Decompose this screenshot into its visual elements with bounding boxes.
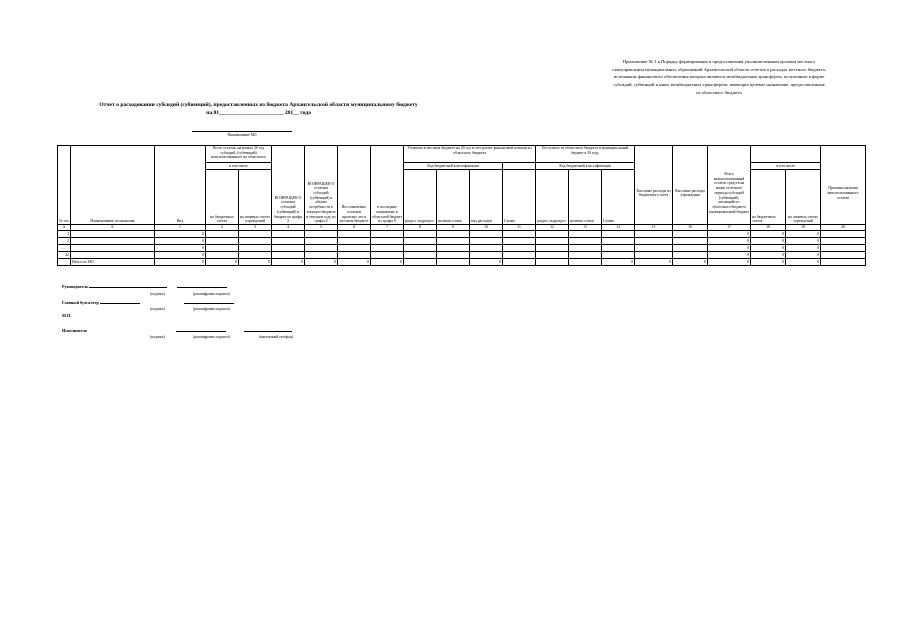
total-label: Итого по МО [71,259,155,266]
row-number: …… [58,245,71,252]
appendix-line: Приложение № 1 к Порядку формирования и предоставления уполномоченным органом местного [622,59,816,64]
colnum: 16 [673,225,708,231]
colnum: 7 [371,225,404,231]
table-row [58,252,866,259]
header-including: в том числе [206,163,272,170]
header-num: № п/п [58,146,71,225]
row-number: 2 [58,238,71,245]
colnum: 19 [786,225,821,231]
total-cell: 0 [239,259,272,266]
total-cell: 0 [206,259,239,266]
header-col7: в последние направлено в областной бюджет из графы 6 [371,163,404,225]
total-cell: 0 [673,259,708,266]
header-col16: Кассовые расходы учреждения [673,163,708,225]
value-cell: 0 [786,252,821,259]
header-col8: раздел, подраздел [404,170,437,225]
header-col19: на лицевых счетах учреждений [786,170,821,225]
colnum: 11 [503,225,536,231]
head-label: Руководитель [62,284,89,289]
colnum: 9 [437,225,470,231]
colnum: 12 [536,225,569,231]
total-cell: 0 [155,259,206,266]
header-col9: целевая статья [437,170,470,225]
title-line: Отчет о расходовании субсидий (субвенций), предоставленных из бюджета Архангельской области муниципальному бюджету [99,102,418,108]
header-col12: раздел, подраздел [536,170,569,225]
appendix-line: источником финансового обеспечения которых являются межбюджетные трансферты, полученные в форме [613,74,825,80]
colnum: 6 [338,225,371,231]
executor-label: Исполнитель [62,328,88,333]
mo-name-caption: Наименование МО [227,133,257,137]
sig-caption: (подпись) [150,307,165,311]
header-col3: на лицевых счетах учреждений [239,170,272,225]
table-row [58,245,866,252]
value-cell: 0 [786,245,821,252]
colnum: 4 [272,225,305,231]
authority-cell[interactable] [71,238,155,245]
stamp-label [62,313,71,318]
head-name-line[interactable] [177,283,227,288]
header-type: Вид [155,163,206,225]
header-col15: Кассовые расходы из бюджетного счета [635,163,673,225]
mo-name-line [192,131,292,132]
colnum: 13 [569,225,602,231]
header-col13: целевая статья [569,170,602,225]
table-row [58,231,866,238]
colnum: 8 [404,225,437,231]
authority-cell[interactable] [71,245,155,252]
colnum: Б [71,225,155,231]
value-cell: 0 [708,245,751,252]
total-cell: 0 [751,259,786,266]
appendix-line: самоуправления муниципальных образований Архангельской области отчетов о расходах местного бюджета, [612,66,826,72]
accountant-signature-line[interactable] [100,299,140,304]
header-col4: ВОЗВРАЩЕН О остатков субсидий (субвенций) в бюджет из графы 2 [272,163,305,225]
header-col17: Всего неиспользованный остаток средств на конец отчетного периода субсидий (субвенций), числящийся с областного бюджета муниципальный бюджет [708,163,751,225]
appendix-line: из областного бюджета [696,89,742,95]
executor-name-line[interactable] [176,327,226,332]
header-col2: на бюджетных счетах [206,170,239,225]
total-cell: 0 [635,259,673,266]
header-col5: ВОЗВРАЩЕН О остатков субсидий (субвенций) в объеме потребности в текущем бюджете в текущем году из графы 4 [305,163,338,225]
colnum: 17 [708,225,751,231]
total-cell: 0 [708,259,751,266]
value-cell: 0 [155,231,206,238]
total-cell: 0 [338,259,371,266]
value-cell: 0 [708,231,751,238]
row-number: 1 [58,231,71,238]
accountant-signature-block [62,299,234,305]
value-cell: 0 [708,238,751,245]
accountant-name-line[interactable] [184,299,234,304]
total-cell: 0 [305,259,338,266]
value-cell: 0 [155,238,206,245]
value-cell: 0 [751,245,786,252]
executor-signature-block [62,327,292,333]
head-signature-line[interactable] [89,283,167,288]
accountant-label: Главный бухгалтер [62,300,99,305]
total-cell: 0 [602,259,635,266]
stamp-text: М.П. [62,313,72,318]
value-cell: 0 [751,238,786,245]
total-cell: 0 [371,259,404,266]
total-row [58,259,866,266]
value-cell: 0 [786,238,821,245]
header-authority: Наименование полномочия [71,146,155,225]
value-cell: 0 [786,231,821,238]
total-cell: 0 [470,259,503,266]
total-cell: 0 [786,259,821,266]
header-received: Поступило из областного бюджета в муниципальный бюджет в 20 году [536,146,635,163]
authority-cell[interactable] [71,252,155,259]
header-col6: Восстановлено остатков прошлых лет в местном бюджете [338,163,371,225]
table-row [58,238,866,245]
total-cell: 0 [272,259,305,266]
value-cell: 0 [708,252,751,259]
colnum: 2 [206,225,239,231]
report-table [57,145,866,266]
header-col11: Сумма [503,170,536,225]
value-cell: 0 [751,231,786,238]
value-cell: 0 [751,252,786,259]
colnum: 1 [155,225,206,231]
header-bk-code: Код бюджетной классификации [404,163,503,170]
header-bk-code-2: Код бюджетной классификации [536,163,635,170]
header-paid: Уплачено в местном бюджете на 20 год в счет расчет финансовой помощи из областного бюджета [404,146,536,163]
header-col18: на бюджетных счетах [751,170,786,225]
colnum: А [58,225,71,231]
colnum: 18 [751,225,786,231]
authority-cell[interactable] [71,231,155,238]
header-col10: вид расходов [470,170,503,225]
colnum: 3 [239,225,272,231]
executor-phone-line[interactable] [244,327,292,332]
colnum: 15 [635,225,673,231]
header-opening-balance: Всего остаток, на начало 20 год субсидий, (субвенций) неиспользованного на областного [206,146,272,163]
name-caption: (расшифровка подписи) [193,292,230,296]
name-caption: (расшифровка подписи) [193,335,230,339]
colnum: 20 [821,225,866,231]
value-cell: 0 [155,245,206,252]
report-title [86,102,431,117]
header-including-2: в том числе [751,163,821,170]
appendix-note [588,58,850,97]
name-caption: (расшифровка подписи) [193,307,230,311]
appendix-line: субсидий, субвенций и иных межбюджетных трансфертов, имеющих целевое назначение, предоставленные [613,82,825,88]
phone-caption: (контактный телефон) [259,335,293,339]
header-col14: Сумма [602,170,635,225]
title-date-line: на 01_______________________ 201__ года [206,109,311,116]
head-signature-block [62,283,227,289]
value-cell: 0 [155,252,206,259]
colnum: 5 [305,225,338,231]
header-col20: Причины наличия неиспользованного остатка [821,163,866,225]
colnum: 14 [602,225,635,231]
row-number: 22 [58,252,71,259]
sig-caption: (подпись) [150,292,165,296]
sig-caption: (подпись) [150,335,165,339]
colnum: 10 [470,225,503,231]
